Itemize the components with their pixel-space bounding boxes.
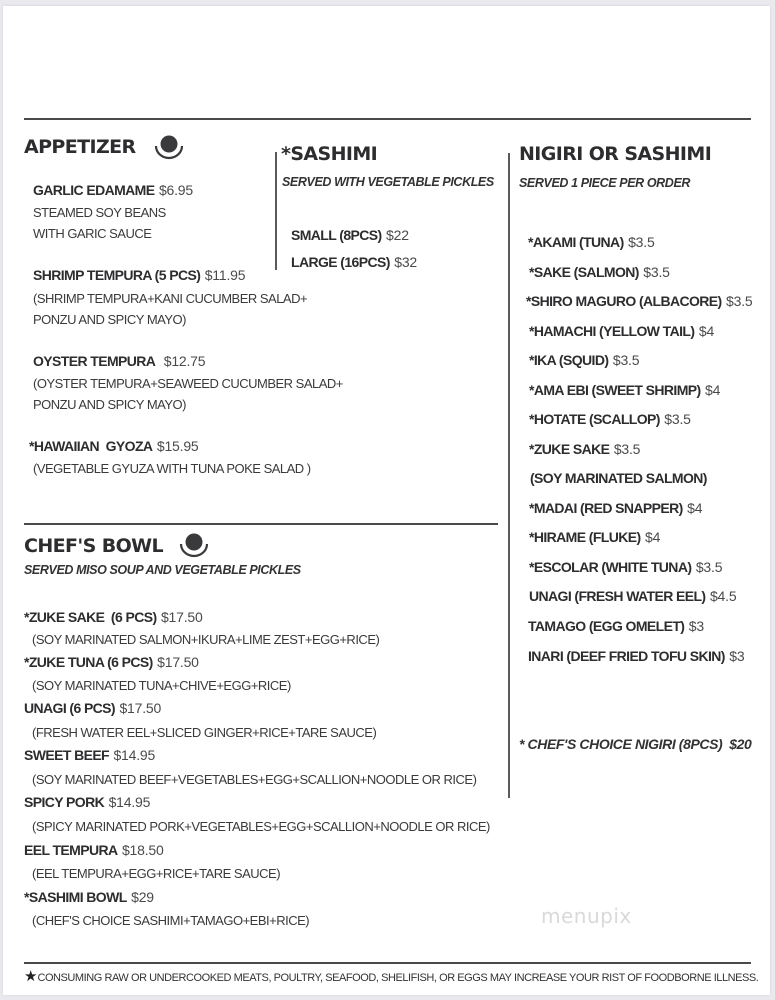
item-price: $3.5: [628, 234, 655, 250]
appetizer-item: [33, 182, 193, 200]
item-name: *ESCOLAR (WHITE TUNA): [529, 559, 692, 575]
item-price: $4: [698, 323, 715, 339]
item-price: $18.50: [121, 842, 164, 858]
bowl-item: [24, 700, 161, 718]
chefs-bowl-divider: [24, 523, 498, 525]
nigiri-item: [529, 382, 720, 400]
item-name: UNAGI (6 PCS): [24, 700, 115, 716]
top-divider: [24, 118, 751, 120]
item-name: *HOTATE (SCALLOP): [529, 411, 660, 427]
appetizer-item: [29, 438, 199, 456]
item-name: *IKA (SQUID): [529, 352, 609, 368]
item-name: (SOY MARINATED SALMON): [530, 470, 707, 486]
item-price: $14.95: [108, 794, 151, 810]
item-desc: (CHEF'S CHOICE SASHIMI+TAMAGO+EBI+RICE): [32, 913, 310, 928]
item-desc: (EEL TEMPURA+EGG+RICE+TARE SAUCE): [32, 866, 281, 881]
bowl-icon: [154, 134, 184, 160]
nigiri-item: [526, 293, 753, 311]
item-desc: (SOY MARINATED SALMON+IKURA+LIME ZEST+EGG+RICE): [32, 632, 380, 647]
item-name: OYSTER TEMPURA: [33, 353, 156, 369]
appetizer-item: [33, 353, 205, 371]
item-name: *HAMACHI (YELLOW TAIL): [529, 323, 695, 339]
chefs-choice-nigiri: * CHEF'S CHOICE NIGIRI (8PCS) $20: [519, 736, 752, 752]
item-price: $3: [729, 648, 745, 664]
footer-divider: [24, 962, 751, 964]
item-price: $17.50: [119, 700, 162, 716]
sashimi-left-divider: [275, 152, 277, 270]
item-name: UNAGI (FRESH WATER EEL): [529, 588, 706, 604]
item-price: $3.5: [613, 441, 641, 457]
item-name: EEL TEMPURA: [24, 842, 118, 858]
nigiri-left-divider: [508, 153, 510, 798]
item-price: $3: [688, 618, 704, 634]
nigiri-title: NIGIRI OR SASHIMI: [519, 143, 712, 165]
item-price: $4: [687, 500, 703, 516]
nigiri-item: [529, 441, 640, 459]
item-desc: PONZU AND SPICY MAYO): [33, 397, 186, 412]
item-price: $17.50: [160, 609, 203, 625]
item-price: $12.75: [163, 353, 206, 369]
item-price: $22: [386, 227, 409, 243]
item-name: GARLIC EDAMAME: [33, 182, 155, 198]
item-price: $6.95: [158, 182, 193, 198]
item-name: *HIRAME (FLUKE): [529, 529, 641, 545]
footer-note: CONSUMING RAW OR UNDERCOOKED MEATS, POULTRY, SEAFOOD, SHELIFISH, OR EGGS MAY INCREASE YOUR RIST OF FOODBORNE ILLNESS.: [37, 972, 759, 984]
chefs-bowl-title: CHEF'S BOWL: [24, 535, 164, 557]
nigiri-item: [529, 529, 660, 547]
item-name: SMALL (8PCS): [291, 227, 382, 243]
nigiri-item: [528, 618, 704, 636]
item-price: $17.50: [157, 654, 199, 670]
sashimi-item: [291, 254, 417, 272]
appetizer-title: APPETIZER: [24, 136, 136, 158]
item-name: SPICY PORK: [24, 794, 105, 810]
menupix-watermark: menupix: [541, 904, 632, 928]
nigiri-item: [529, 323, 714, 341]
item-name: TAMAGO (EGG OMELET): [528, 618, 685, 634]
bowl-icon: [179, 532, 209, 558]
bowl-item: [24, 889, 154, 907]
item-name: *SAKE (SALMON): [529, 264, 639, 280]
footer-disclaimer: [24, 967, 758, 986]
item-name: *AMA EBI (SWEET SHRIMP): [529, 382, 701, 398]
item-price: $3.5: [726, 293, 753, 309]
item-price: $14.95: [113, 747, 156, 763]
nigiri-item: [529, 264, 670, 282]
nigiri-subtitle: SERVED 1 PIECE PER ORDER: [519, 176, 691, 190]
item-name: SWEET BEEF: [24, 747, 110, 763]
star-icon: ★: [24, 968, 38, 985]
item-price: $15.95: [156, 438, 199, 454]
bowl-item: [24, 609, 203, 627]
chefs-bowl-subtitle: SERVED MISO SOUP AND VEGETABLE PICKLES: [24, 563, 301, 577]
menu-page: [3, 6, 770, 995]
item-name: *HAWAIIAN GYOZA: [29, 438, 153, 454]
sashimi-item: [291, 227, 409, 245]
bowl-item: [24, 842, 164, 860]
item-price: $4.5: [709, 588, 737, 604]
nigiri-item: [529, 352, 639, 370]
nigiri-item: [529, 411, 691, 429]
nigiri-item: [528, 234, 655, 252]
item-name: INARI (DEEF FRIED TOFU SKIN): [528, 648, 725, 664]
item-name: SHRIMP TEMPURA (5 PCS): [33, 267, 201, 283]
item-desc: (SOY MARINATED TUNA+CHIVE+EGG+RICE): [32, 678, 291, 693]
item-desc: (OYSTER TEMPURA+SEAWEED CUCUMBER SALAD+: [33, 376, 343, 391]
item-price: $29: [131, 889, 154, 905]
item-desc: (VEGETABLE GYUZA WITH TUNA POKE SALAD ): [33, 461, 311, 476]
nigiri-item: [529, 500, 702, 518]
item-desc: PONZU AND SPICY MAYO): [33, 312, 186, 327]
item-name: *SHIRO MAGURO (ALBACORE): [526, 293, 722, 309]
bowl-item: [24, 654, 199, 672]
appetizer-item: [33, 267, 245, 285]
item-name: *ZUKE TUNA (6 PCS): [24, 654, 153, 670]
item-price: $3.5: [643, 264, 670, 280]
item-name: LARGE (16PCS): [291, 254, 390, 270]
item-name: *SASHIMI BOWL: [24, 889, 127, 905]
item-desc: (SHRIMP TEMPURA+KANI CUCUMBER SALAD+: [33, 291, 308, 306]
item-name: *MADAI (RED SNAPPER): [529, 500, 683, 516]
item-price: $3.5: [695, 559, 723, 575]
item-name: *AKAMI (TUNA): [528, 234, 624, 250]
item-desc: WITH GARIC SAUCE: [33, 226, 152, 241]
item-desc: (FRESH WATER EEL+SLICED GINGER+RICE+TARE SAUCE): [32, 725, 377, 740]
item-desc: (SOY MARINATED BEEF+VEGETABLES+EGG+SCALLION+NOODLE OR RICE): [32, 772, 477, 787]
nigiri-item: [529, 559, 722, 577]
item-price: $11.95: [204, 267, 246, 283]
item-price: $4: [705, 382, 721, 398]
nigiri-item-note: [530, 470, 707, 488]
item-price: $3.5: [612, 352, 640, 368]
sashimi-title: *SASHIMI: [281, 143, 378, 165]
bowl-item: [24, 747, 155, 765]
item-desc: STEAMED SOY BEANS: [33, 205, 166, 220]
bowl-item: [24, 794, 150, 812]
nigiri-item: [529, 588, 736, 606]
item-price: $4: [645, 529, 661, 545]
nigiri-item: [528, 648, 744, 666]
item-name: *ZUKE SAKE: [529, 441, 610, 457]
item-name: *ZUKE SAKE (6 PCS): [24, 609, 157, 625]
sashimi-subtitle: SERVED WITH VEGETABLE PICKLES: [282, 175, 494, 189]
item-price: $32: [394, 254, 417, 270]
item-desc: (SPICY MARINATED PORK+VEGETABLES+EGG+SCALLION+NOODLE OR RICE): [32, 819, 490, 834]
item-price: $3.5: [664, 411, 691, 427]
